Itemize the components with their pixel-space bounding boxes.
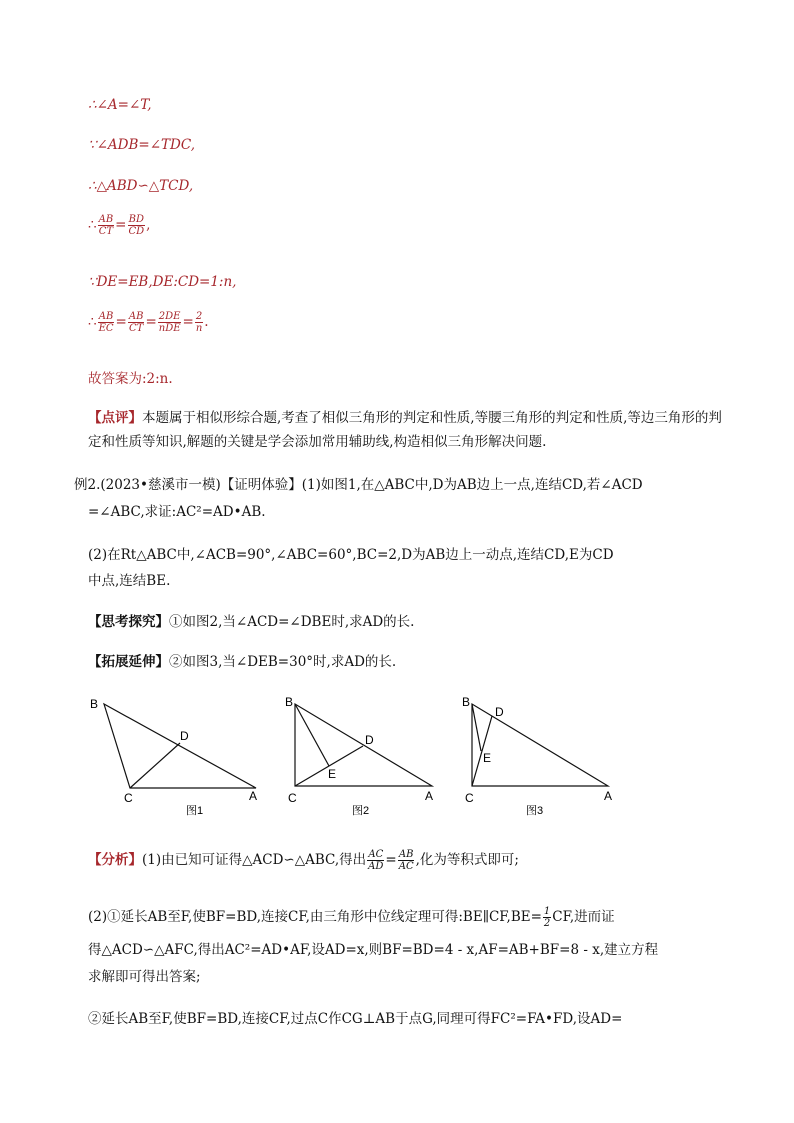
therefore-symbol: ∴ [88,314,97,330]
solution-line-3: ∴△ABD∽△TCD, [88,178,194,194]
therefore-symbol: ∴ [88,217,97,233]
punctuation: , [146,217,151,233]
fraction-1-2 [543,906,551,929]
denominator: EC [98,323,114,334]
denominator: nDE [158,323,181,334]
example-line-1: 例2.(2023•慈溪市一模)【证明体验】(1)如图1,在△ABC中,D为AB边上一点,连结CD,若∠ACD [74,477,643,493]
numerator: AB [98,214,114,225]
comment-text: 本题属于相似形综合题,考查了相似三角形的判定和性质,等腰三角形的判定和性质,等边三角形的判定和性质等知识,解题的关键是学会添加常用辅助线,构造相似三角形解决问题. [88,410,722,450]
example-line-2: =∠ABC,求证:AC²=AD•AB. [88,504,266,520]
fig3-segment-be [472,704,481,751]
equals: = [115,217,127,233]
numerator: AB [398,849,414,860]
fig1-label-d: D [180,729,189,743]
analysis-line-3: 得△ACD∽△AFC,得出AC²=AD•AF,设AD=x,则BF=BD=4 - x,AF=AB+BF=8 - x,建立方程 [88,942,659,958]
fig2-label-d: D [365,733,374,747]
fig3-label-a: A [604,789,613,803]
fig1-label-c: C [124,791,133,805]
example-part2-line-2: 中点,连结BE. [88,573,171,589]
fig3-label-e: E [483,751,492,765]
fig2-label-e: E [328,767,337,781]
fig3-label-c: C [465,791,474,805]
numerator: BD [128,214,144,225]
figure-2 [295,704,432,786]
fig1-label-a: A [249,789,258,803]
fig3-label-d: D [495,705,504,719]
denominator: CT [98,226,114,237]
fraction-2-n [195,311,203,334]
solution-line-5: ∵DE=EB,DE:CD=1:n, [88,274,237,290]
fig3-caption: 图3 [526,805,544,817]
fig2-label-c: C [288,791,297,805]
fraction-ab-ct [98,214,115,237]
extend-line [88,653,396,671]
analysis-text-b: ,化为等积式即可; [415,852,519,868]
equals: = [182,314,194,330]
analysis-p2-text-b: CF,进而证 [552,909,615,925]
numerator: AB [128,311,144,322]
figure-1 [104,704,256,788]
denominator: n [195,323,203,334]
fig2-label-b: B [285,695,294,709]
fig2-label-a: A [425,789,434,803]
analysis-line-1 [88,849,519,872]
fraction-ab-ac [398,849,415,872]
solution-line-2: ∵∠ADB=∠TDC, [88,137,195,153]
denominator: AC [398,861,414,872]
figure-3 [472,704,608,786]
equals: = [385,852,397,868]
analysis-line-2 [88,906,615,929]
fig3-label-b: B [462,695,471,709]
fraction-bd-cd [127,214,145,237]
fig1-label-b: B [90,697,99,711]
comment-tag: 【点评】 [88,410,142,426]
example-part2-line-1: (2)在Rt△ABC中,∠ACB=90°,∠ABC=60°,BC=2,D为AB边上一动点,连结CD,E为CD [88,547,614,563]
numerator: 2DE [158,311,181,322]
think-line [88,613,414,631]
punctuation: . [204,314,209,330]
fig1-caption: 图1 [186,805,204,817]
solution-line-1: ∴∠A=∠T, [88,97,152,113]
solution-line-4 [88,214,150,237]
numerator: AC [368,849,384,860]
denominator: CD [128,226,145,237]
analysis-tag: 【分析】 [88,852,142,868]
analysis-line-4: 求解即可得出答案; [88,969,201,985]
analysis-text-a: (1)由已知可证得△ACD∽△ABC,得出 [142,852,367,868]
solution-line-6 [88,311,209,334]
answer-line: 故答案为:2:n. [88,371,173,387]
figures-svg [0,688,794,828]
numerator: 1 [543,906,551,917]
fig1-segment-cd [130,743,180,788]
think-text: ①如图2,当∠ACD=∠DBE时,求AD的长. [169,614,415,630]
extend-text: ②如图3,当∠DEB=30°时,求AD的长. [169,654,397,670]
denominator: CT [128,323,144,334]
analysis-p2-text-a: (2)①延长AB至F,使BF=BD,连接CF,由三角形中位线定理可得:BE∥CF,BE= [88,909,542,925]
denominator: AD [368,861,384,872]
denominator: 2 [543,918,551,929]
equals: = [145,314,157,330]
numerator: 2 [195,311,203,322]
fraction-ac-ad [367,849,384,872]
fraction-2de-nde [158,311,182,334]
comment-paragraph [88,406,724,454]
think-tag: 【思考探究】 [88,614,169,630]
fig2-segment-be [295,704,329,766]
fig1-triangle [104,704,256,788]
fraction-ab-ct [128,311,145,334]
analysis-line-5: ②延长AB至F,使BF=BD,连接CF,过点C作CG⊥AB于点G,同理可得FC²=FA•FD,设AD= [88,1011,623,1027]
fig2-caption: 图2 [352,805,370,817]
numerator: AB [98,311,114,322]
fraction-ab-ec [98,311,115,334]
extend-tag: 【拓展延伸】 [88,654,169,670]
equals: = [115,314,127,330]
